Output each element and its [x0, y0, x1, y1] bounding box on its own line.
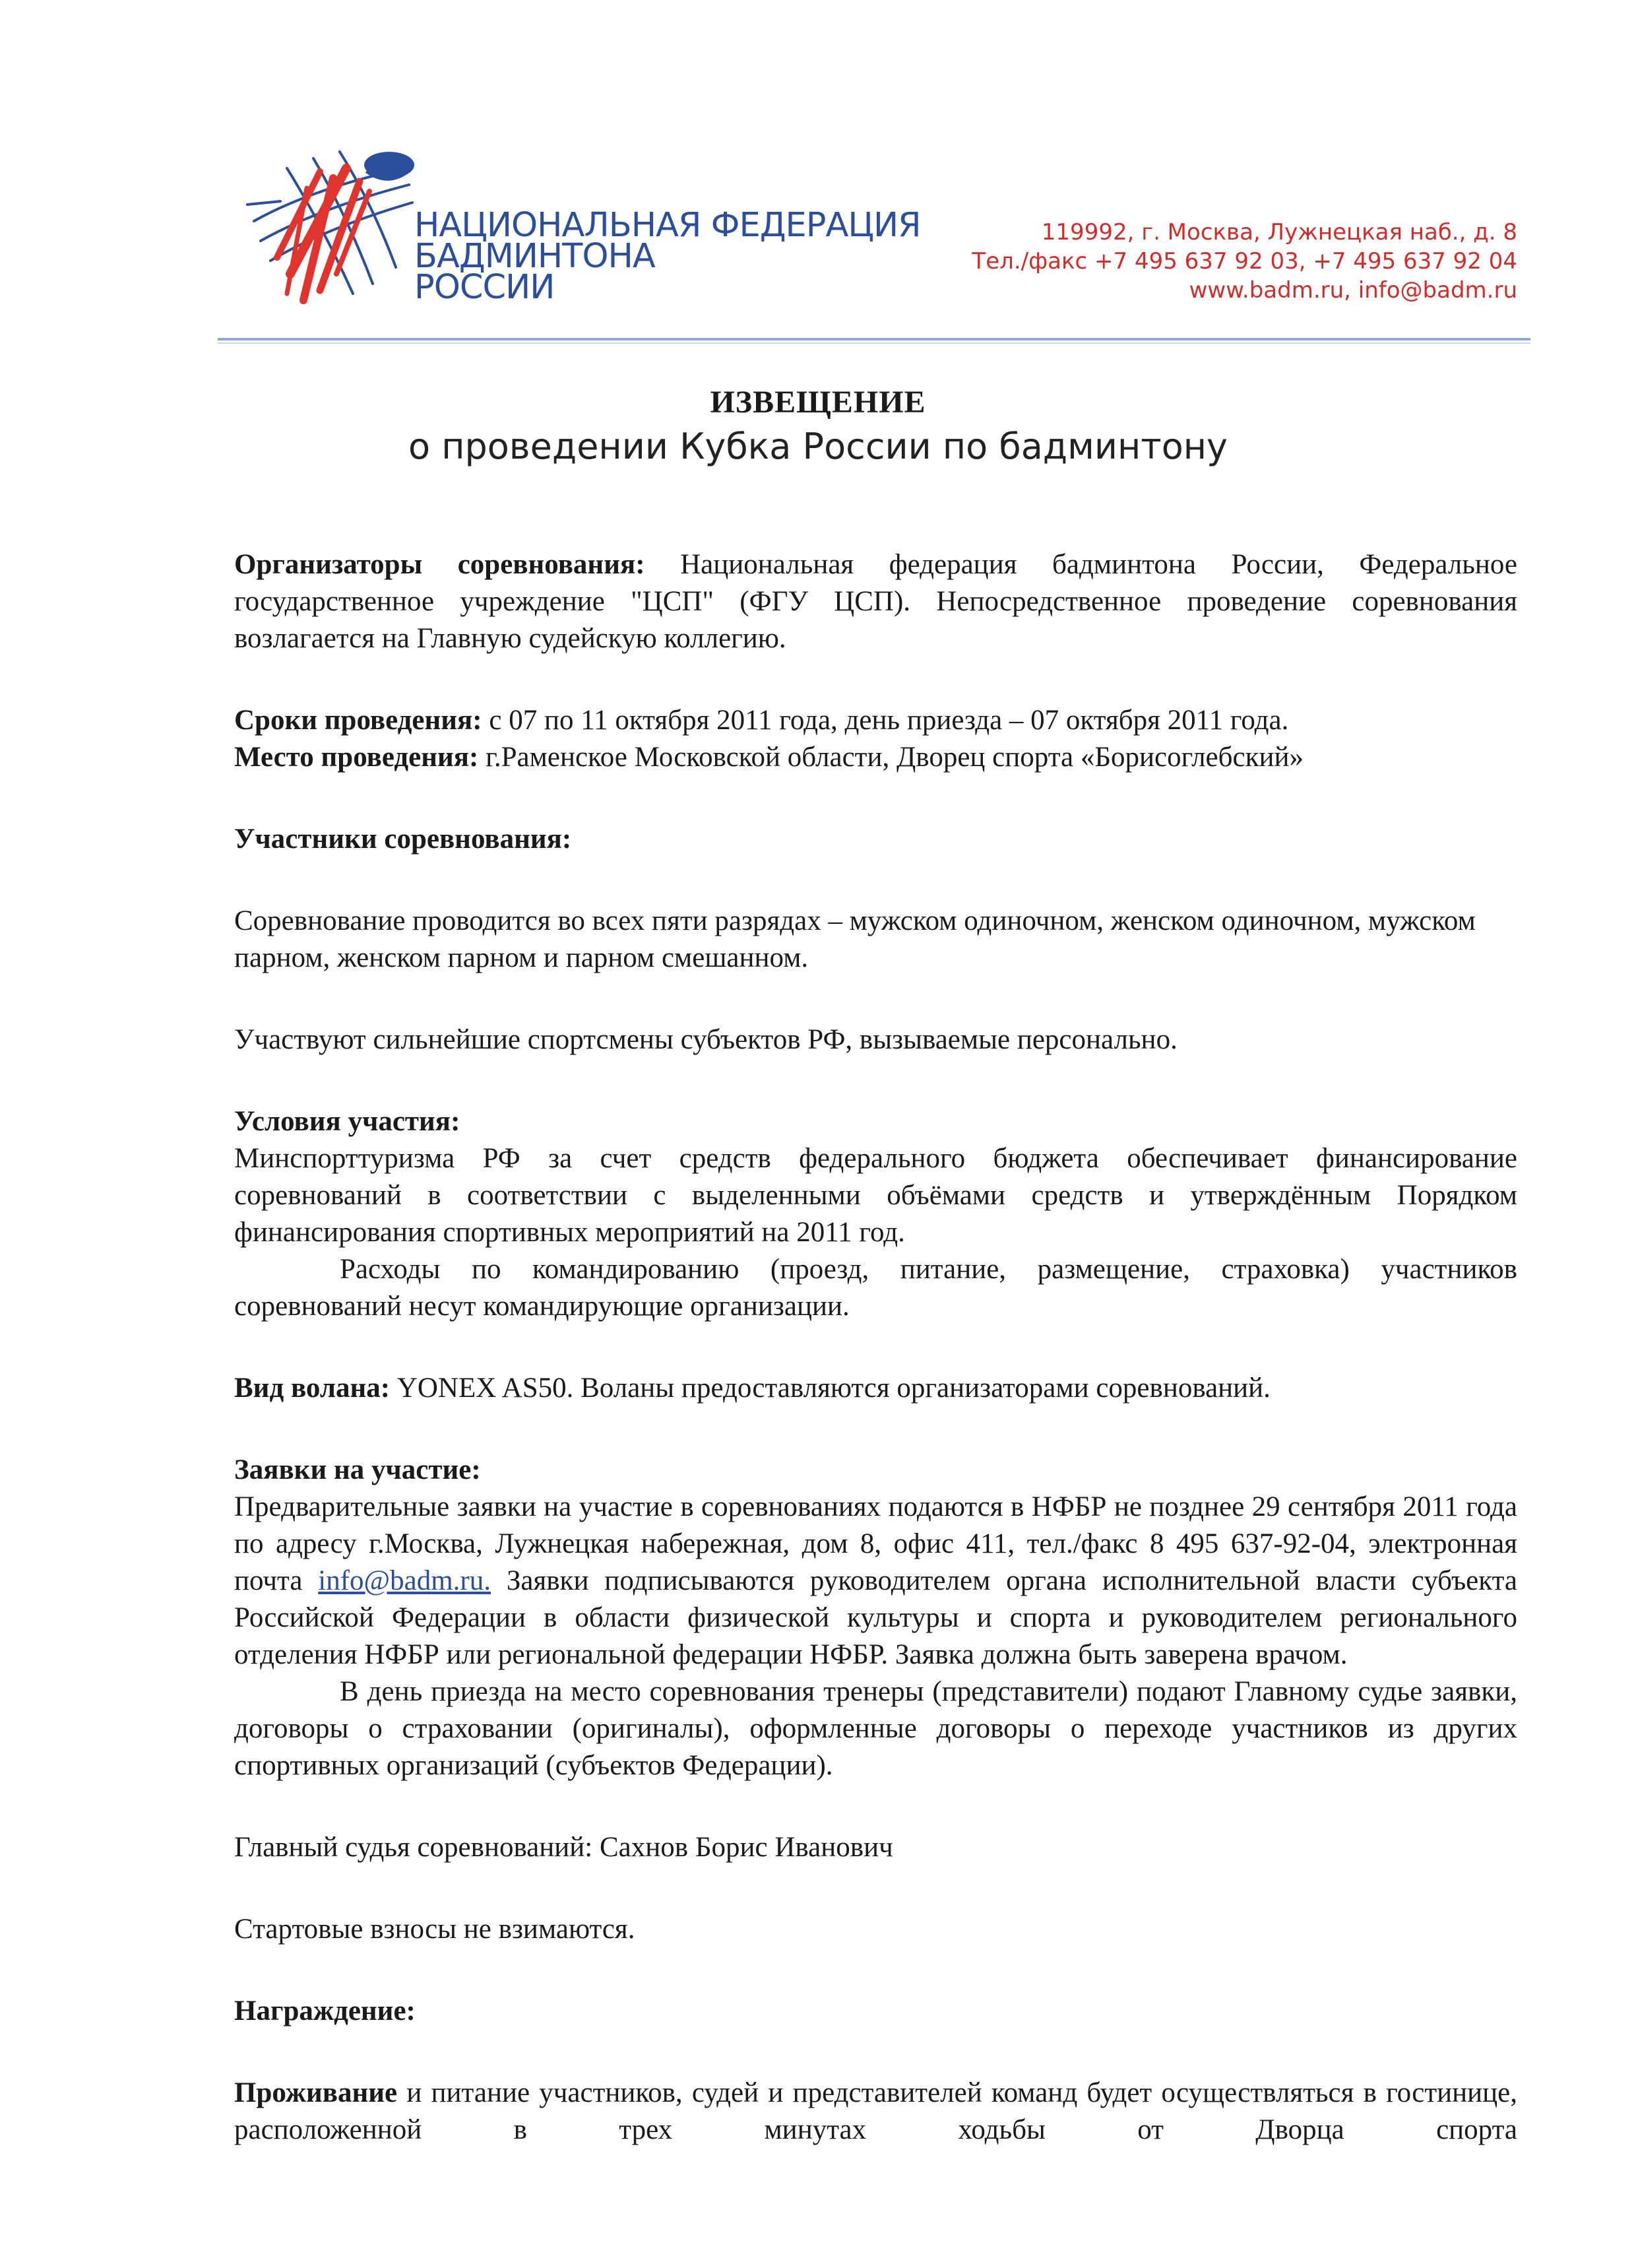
header-divider — [218, 338, 1530, 344]
organizers-text: Национальная федерация бадминтона России, Федеральное государственное учреждение "ЦСП" (ФГУ ЦСП). Непосредственное проведение соревнования возлагается на Главную судейскую коллегию. — [234, 549, 1518, 654]
entry-fees: Стартовые взносы не взимаются. — [234, 1914, 635, 1945]
shuttle-paragraph — [234, 1370, 1517, 1407]
conditions-paragraph-1: Минспорттуризма РФ за счет средств федерального бюджета обеспечивает финансирование соревнований в соответствии с выделенными объёмами средств и утверждённым Порядком финансирования спортивных мероприятий на 2011 год. — [234, 1143, 1517, 1248]
org-name-line-1: НАЦИОНАЛЬНАЯ ФЕДЕРАЦИЯ — [414, 206, 921, 245]
document-body — [234, 546, 1517, 2149]
accommodation-paragraph — [234, 2075, 1517, 2149]
accommodation-label: Проживание — [234, 2077, 398, 2108]
web-email: www.badm.ru, info@badm.ru — [1189, 277, 1517, 304]
document-subtitle: о проведении Кубка России по бадминтону — [408, 426, 1228, 467]
awards-heading: Награждение: — [234, 1995, 416, 2026]
venue-label: Место проведения: — [234, 742, 479, 773]
organizers-label: Организаторы соревнования: — [234, 549, 645, 580]
venue-paragraph — [234, 739, 1517, 776]
dates-paragraph — [234, 702, 1517, 739]
accommodation-text: и питание участников, судей и представителей команд будет осуществляться в гостинице, расположенной в трех минутах ходьбы от Дворца спорта — [234, 2077, 1517, 2145]
participants-heading: Участники соревнования: — [234, 824, 572, 855]
document-title: ИЗВЕЩЕНИЕ — [710, 385, 926, 420]
participants-paragraph-2: Участвуют сильнейшие спортсмены субъектов РФ, вызываемые персонально. — [234, 1024, 1178, 1055]
phone-fax: Тел./факс +7 495 637 92 03, +7 495 637 92 04 — [972, 248, 1517, 275]
org-name-line-2: БАДМИНТОНА — [414, 237, 655, 276]
chief-judge: Главный судья соревнований: Сахнов Борис Иванович — [234, 1832, 893, 1863]
conditions-paragraph-2: Расходы по командированию (проезд, питание, размещение, страховка) участников соревнований несут командирующие организации. — [234, 1254, 1517, 1322]
conditions-heading: Условия участия: — [234, 1106, 460, 1137]
org-name-line-3: РОССИИ — [414, 268, 555, 307]
participants-paragraph-1: Соревнование проводится во всех пяти разрядах – мужском одиночном, женском одиночном, мужском парном, женском парном и парном смешанном. — [234, 905, 1476, 973]
applications-heading: Заявки на участие: — [234, 1454, 481, 1485]
shuttle-text: YONEX AS50. Воланы предоставляются организаторами соревнований. — [390, 1373, 1271, 1404]
applications-paragraph-2: В день приезда на место соревнования тренеры (представители) подают Главному судье заявки, договоры о страховании (оригиналы), оформленные договоры о переходе участников из других спортивных организаций (субъектов Федерации). — [234, 1676, 1517, 1781]
shuttle-label: Вид волана: — [234, 1373, 391, 1404]
contact-block — [972, 218, 1517, 305]
organization-name — [414, 206, 921, 307]
dates-text: с 07 по 11 октября 2011 года, день приезда – 07 октября 2011 года. — [482, 705, 1289, 736]
organizers-paragraph — [234, 546, 1517, 657]
federation-logo — [241, 142, 425, 320]
dates-label: Сроки проведения: — [234, 705, 482, 736]
address: 119992, г. Москва, Лужнецкая наб., д. 8 — [1041, 219, 1517, 245]
venue-text: г.Раменское Московской области, Дворец спорта «Борисоглебский» — [478, 742, 1304, 773]
applications-paragraph-1: Предварительные заявки на участие в соревнованиях подаются в НФБР не позднее 29 сентября 2011 года по адресу г.Москва, Лужнецкая набережная, дом 8, офис 411, тел./факс 8 495 637-92-04, электронная почта info@badm.ru. Заявки подписываются руководителем органа исполнительной власти субъекта Российской Федерации в области физической культуры и спорта и руководителем регионального отделения НФБР или региональной федерации НФБР. Заявка должна быть заверена врачом. — [234, 1491, 1517, 1670]
email-link[interactable]: info@badm.ru. — [318, 1565, 491, 1596]
